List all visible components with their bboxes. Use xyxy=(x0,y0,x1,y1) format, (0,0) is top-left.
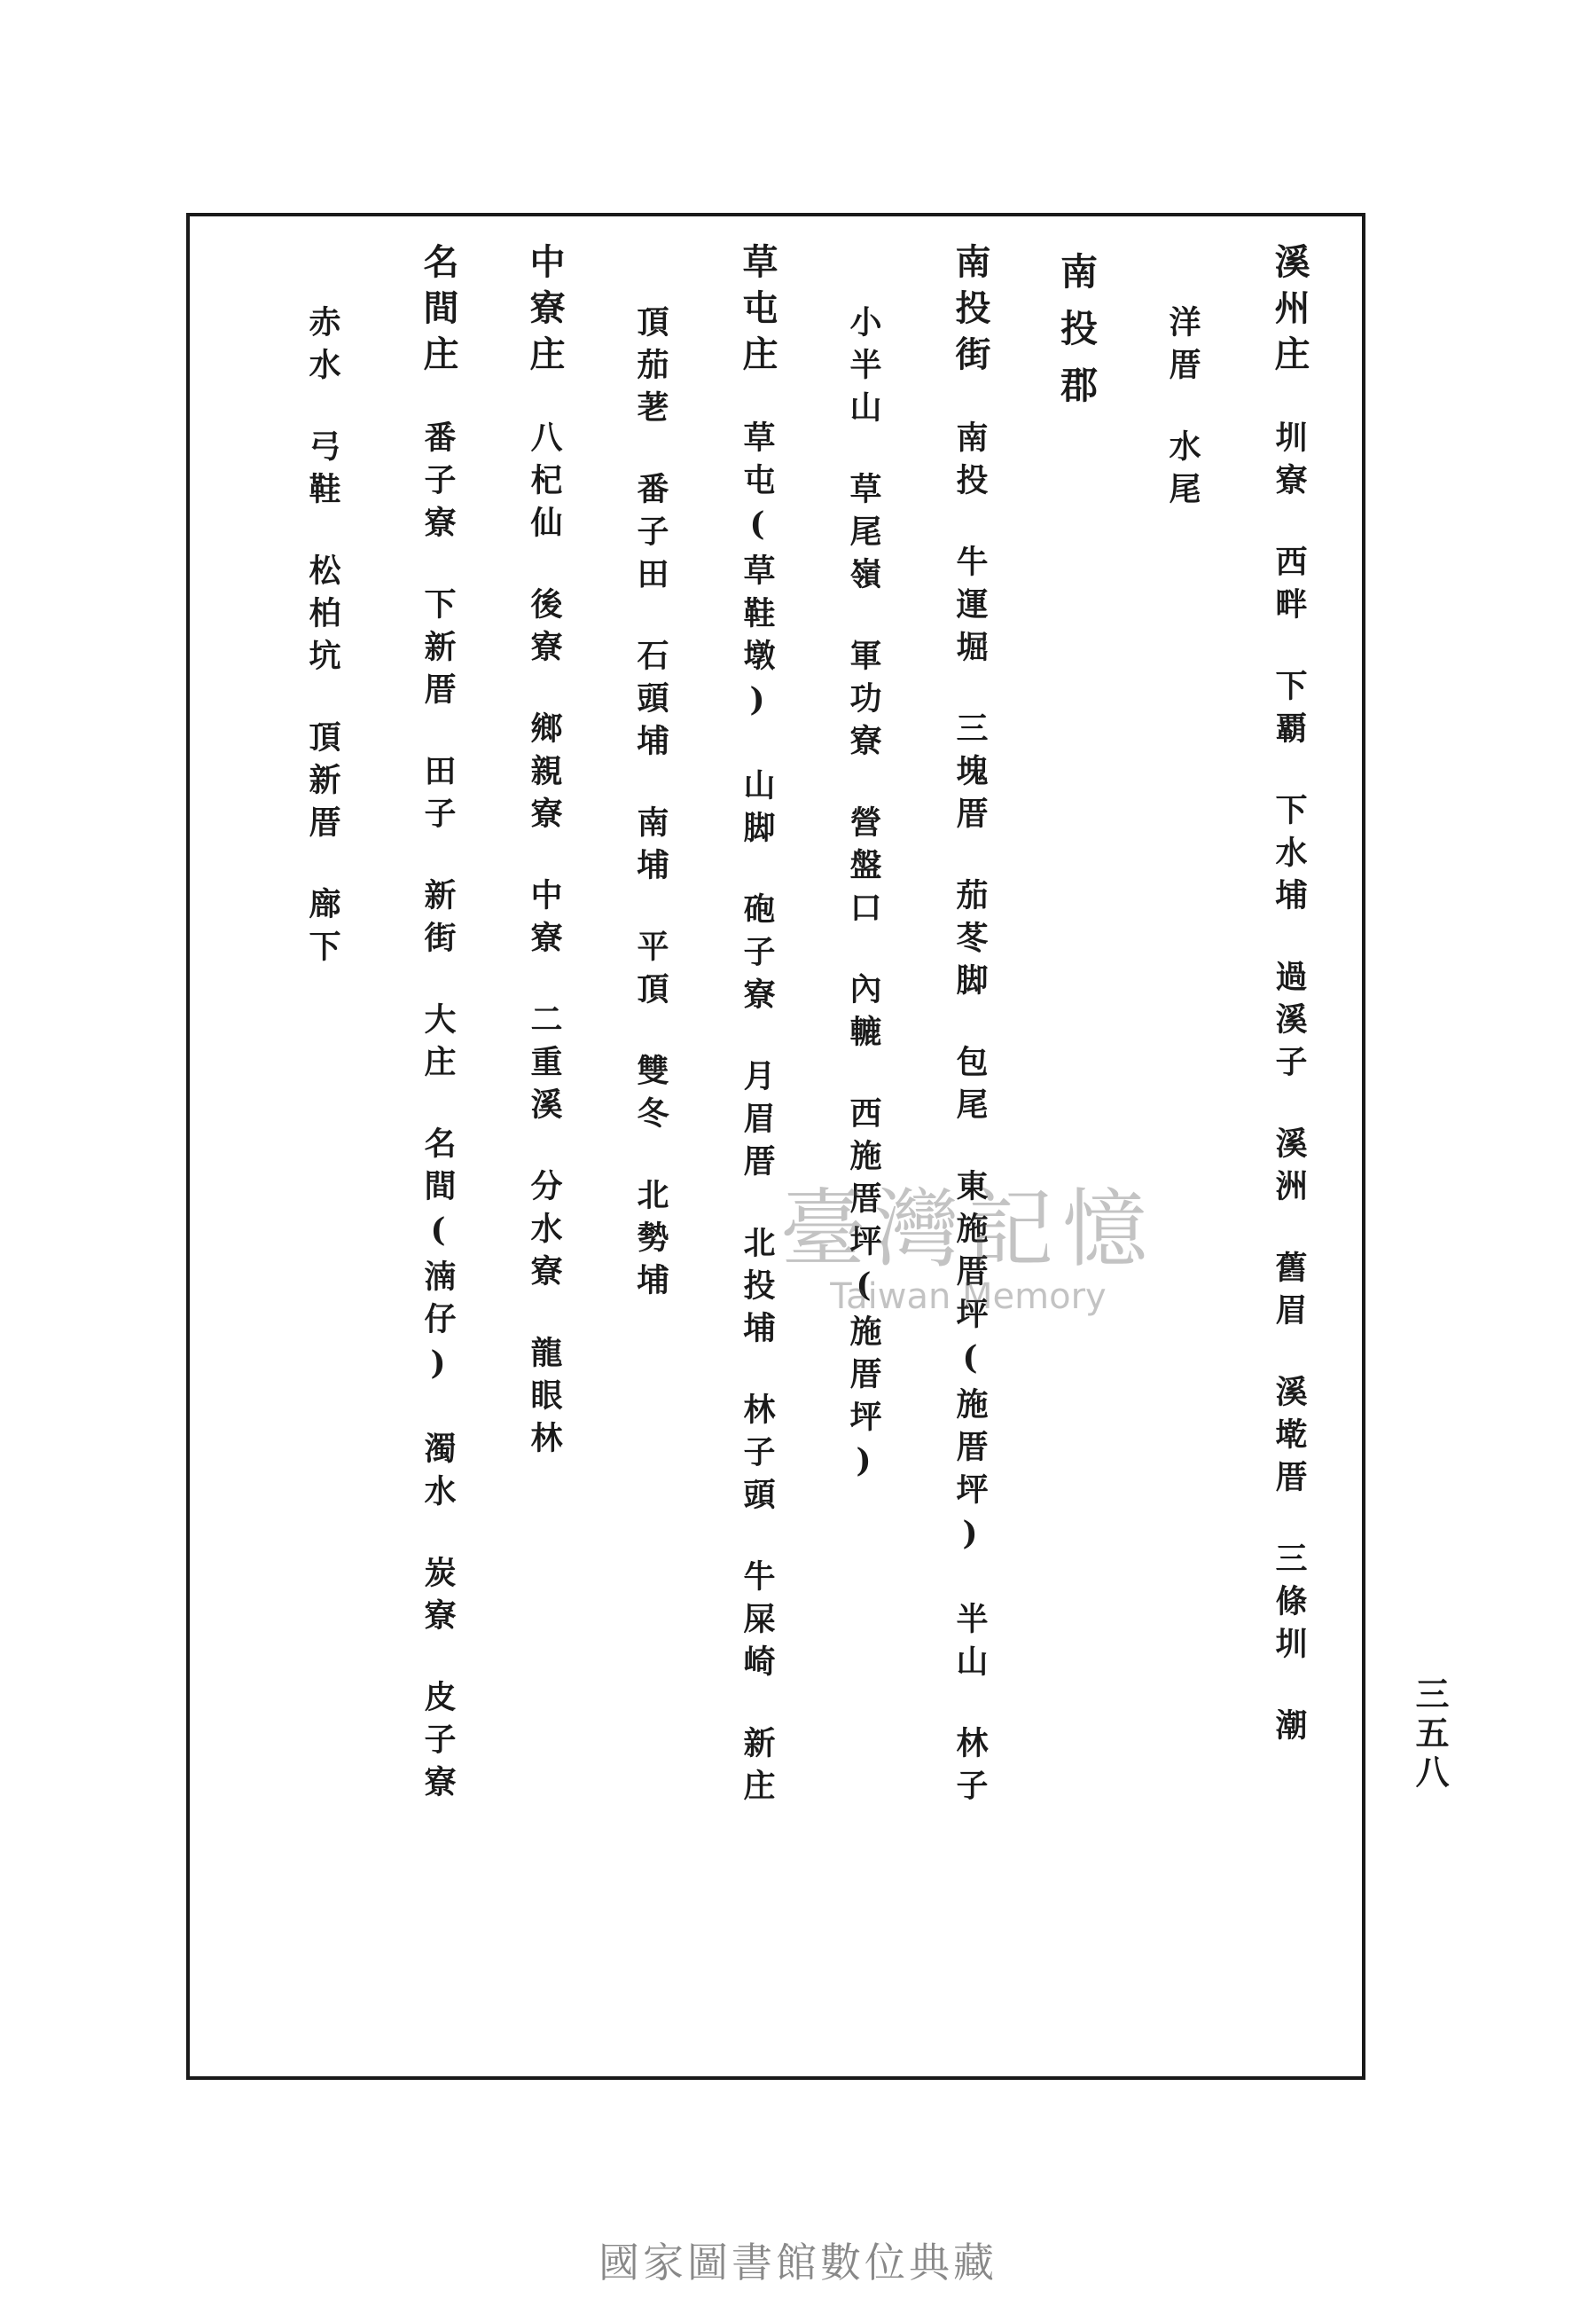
entry: 分水寮 xyxy=(526,1169,563,1297)
entry: 廍下 xyxy=(304,887,341,972)
entry: 鄉親寮 xyxy=(526,711,563,839)
entry: 西畔 xyxy=(1271,545,1308,630)
entry: 大庄 xyxy=(419,1002,457,1087)
column-heading: 草屯庄 xyxy=(737,243,778,381)
entry: 三條圳 xyxy=(1271,1541,1308,1669)
entry: 頂茄荖 xyxy=(632,305,669,433)
column-heading: 南投街 xyxy=(950,243,991,381)
column-4 xyxy=(917,216,1023,1811)
entry: 林子 xyxy=(951,1726,989,1811)
entry: 小半山 xyxy=(845,305,882,433)
entry: 牛屎崎 xyxy=(739,1559,776,1687)
column-2 xyxy=(1130,216,1236,514)
entry: 頂新厝 xyxy=(304,720,341,848)
entry: 溪洲 xyxy=(1271,1126,1308,1212)
column-7 xyxy=(598,216,704,1306)
entry: 八杞仙 xyxy=(526,420,563,548)
entry: 石頭埔 xyxy=(632,639,669,766)
entry: 番子寮 xyxy=(419,420,457,548)
entry: 洋厝 xyxy=(1164,305,1201,390)
entry: 砲子寮 xyxy=(739,892,776,1020)
entry: 內轆 xyxy=(845,972,882,1057)
footer-caption: 國家圖書館數位典藏 xyxy=(598,2239,998,2286)
entry: 山脚 xyxy=(739,768,776,853)
entry: 月眉厝 xyxy=(739,1059,776,1187)
entry: 下新厝 xyxy=(419,587,457,715)
page-frame xyxy=(186,213,1365,2080)
entry: 中寮 xyxy=(526,878,563,963)
column-heading: 中寮庄 xyxy=(524,243,566,381)
entry: 潮 xyxy=(1271,1708,1308,1751)
entry: 草尾嶺 xyxy=(845,472,882,600)
entry: 茄苳脚 xyxy=(951,878,989,1006)
entry: 二重溪 xyxy=(526,1002,563,1130)
column-heading: 名間庄 xyxy=(418,243,459,381)
entry: 舊眉 xyxy=(1271,1251,1308,1336)
entry: 番子田 xyxy=(632,472,669,600)
entry: 下水埔 xyxy=(1271,793,1308,921)
entry: 弓鞋 xyxy=(304,429,341,514)
column-heading: 溪州庄 xyxy=(1269,243,1310,381)
entry: 半山 xyxy=(951,1602,989,1687)
entry: 皮子寮 xyxy=(419,1680,457,1808)
entry: 水尾 xyxy=(1164,429,1201,514)
column-6 xyxy=(704,216,810,1811)
entry: 南投 xyxy=(951,420,989,506)
entry: 北勢埔 xyxy=(632,1178,669,1306)
entry: 牛運堀 xyxy=(951,545,989,672)
column-9 xyxy=(385,216,491,1808)
entry: 下覇 xyxy=(1271,669,1308,754)
district-heading: 南投郡 xyxy=(1055,252,1099,422)
entry: 三塊厝 xyxy=(951,711,989,839)
watermark xyxy=(780,1162,1156,1317)
entry: 營盤口 xyxy=(845,805,882,933)
entry: 田子 xyxy=(419,754,457,839)
entry: 平頂 xyxy=(632,929,669,1015)
entry: 南埔 xyxy=(632,805,669,890)
entry: 草屯(草鞋墩) xyxy=(739,420,776,729)
watermark-english: Taiwan Memory xyxy=(830,1276,1107,1317)
entry: 過溪子 xyxy=(1271,960,1308,1087)
entry: 雙冬 xyxy=(632,1054,669,1139)
column-8 xyxy=(491,216,598,1463)
entry: 名間(湳仔) xyxy=(419,1126,457,1392)
entry: 北投埔 xyxy=(739,1226,776,1353)
page-number: 三五八 xyxy=(1410,1676,1450,1793)
watermark-chinese: 臺灣記憶 xyxy=(780,1180,1156,1279)
column-1 xyxy=(1236,216,1342,1751)
column-district xyxy=(1023,216,1130,422)
entry: 圳寮 xyxy=(1271,420,1308,506)
entry: 軍功寮 xyxy=(845,639,882,766)
entry: 後寮 xyxy=(526,587,563,672)
entry: 林子頭 xyxy=(739,1392,776,1520)
entry: 東施厝坪(施厝坪) xyxy=(951,1169,989,1563)
entry: 松柏坑 xyxy=(304,553,341,681)
entry: 龍眼林 xyxy=(526,1336,563,1463)
entry: 新街 xyxy=(419,878,457,963)
entry: 新庄 xyxy=(739,1726,776,1811)
column-10 xyxy=(270,216,376,972)
entry: 溪墘厝 xyxy=(1271,1375,1308,1502)
entry: 赤水 xyxy=(304,305,341,390)
entry: 濁水 xyxy=(419,1431,457,1517)
entry: 炭寮 xyxy=(419,1556,457,1641)
entry: 包尾 xyxy=(951,1045,989,1130)
entry: 西施厝坪(施厝坪) xyxy=(845,1096,882,1490)
